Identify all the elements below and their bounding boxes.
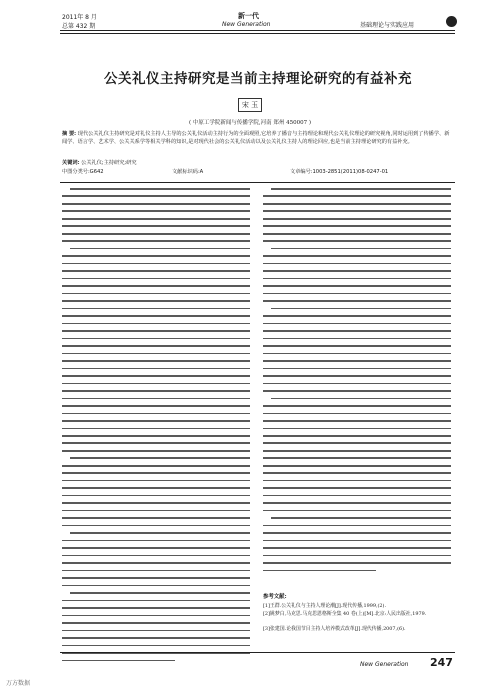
text-line xyxy=(62,495,250,497)
text-line xyxy=(62,405,250,407)
text-line xyxy=(62,390,250,392)
text-line xyxy=(62,210,250,212)
text-line xyxy=(62,645,250,647)
text-line xyxy=(263,532,451,534)
text-line xyxy=(263,457,451,459)
text-line xyxy=(62,562,250,564)
text-line xyxy=(62,420,250,422)
text-line xyxy=(62,345,250,347)
text-line xyxy=(62,555,250,557)
text-line xyxy=(62,615,250,617)
text-line xyxy=(263,278,451,280)
text-line xyxy=(263,255,451,257)
text-line xyxy=(62,480,250,482)
text-line xyxy=(62,487,250,489)
text-line xyxy=(263,270,451,272)
text-line xyxy=(62,525,250,527)
text-line xyxy=(271,188,451,190)
text-line xyxy=(263,570,376,572)
text-line xyxy=(70,532,250,534)
text-line xyxy=(263,450,451,452)
text-line xyxy=(62,600,250,602)
text-line xyxy=(62,270,250,272)
text-line xyxy=(62,502,250,504)
text-line xyxy=(263,225,451,227)
text-line xyxy=(263,442,451,444)
text-line xyxy=(62,510,250,512)
text-line xyxy=(62,398,250,400)
keywords-label: 关键词: xyxy=(62,160,80,166)
text-line xyxy=(263,547,451,549)
text-line xyxy=(263,495,451,497)
text-line xyxy=(62,577,250,579)
text-line xyxy=(62,308,250,310)
text-line xyxy=(62,435,250,437)
text-line xyxy=(70,248,250,250)
text-line xyxy=(263,323,451,325)
abstract-rule xyxy=(60,182,455,183)
text-line xyxy=(263,472,451,474)
text-line xyxy=(62,465,250,467)
text-line xyxy=(62,240,250,242)
text-line xyxy=(263,368,451,370)
text-line xyxy=(62,472,250,474)
text-line xyxy=(263,375,451,377)
text-line xyxy=(62,203,250,205)
text-line xyxy=(62,383,250,385)
text-line xyxy=(62,428,250,430)
issue-date: 2011年 8 月 xyxy=(62,14,97,21)
header-rule xyxy=(60,30,455,31)
text-line xyxy=(62,660,175,662)
text-line xyxy=(263,540,451,542)
text-line xyxy=(263,360,451,362)
text-line xyxy=(263,502,451,504)
reference-item: [1]王群.公关礼仪与主持人理论潮[J].现代传播,1999,(2). xyxy=(263,603,386,609)
document-code: 文献标识码:A xyxy=(172,169,204,175)
text-line xyxy=(62,263,250,265)
text-line xyxy=(62,413,250,415)
text-line xyxy=(62,330,250,332)
text-line xyxy=(263,330,451,332)
section-name: 基础理论与实践应用 xyxy=(360,22,415,29)
text-line xyxy=(62,630,250,632)
references-heading: 参考文献: xyxy=(263,594,287,600)
text-line xyxy=(62,285,250,287)
watermark-text: 万方数据 xyxy=(6,680,31,687)
text-line xyxy=(271,308,451,310)
text-line xyxy=(263,240,451,242)
text-line xyxy=(263,353,451,355)
abstract-text: 现代公关礼仪主持研究是对礼仪主持人主导的公关礼仪活动主持行为的全面观照,它培养了播音与主持理论和现代公关礼仪理论的研究视角,同时运用到了传播学、新闻学、语言学、艺术学、公关关系学等相关学科的知识,是对现代社会的公关礼仪活动以及公关礼仪主持人的理论回应,也是当前主持理论研究的有益补充。 xyxy=(62,131,450,145)
author-affiliation: ( 中原工学院新闻与传播学院,河南 郑州 450007 ) xyxy=(188,120,312,126)
text-line xyxy=(263,555,451,557)
text-line xyxy=(263,525,451,527)
text-line xyxy=(62,570,250,572)
text-line xyxy=(263,383,451,385)
text-line xyxy=(263,480,451,482)
text-line xyxy=(62,517,250,519)
journal-logo-icon xyxy=(446,16,457,27)
text-line xyxy=(263,293,451,295)
text-line xyxy=(263,562,451,564)
text-line xyxy=(271,248,451,250)
text-line xyxy=(271,517,451,519)
text-line xyxy=(263,420,451,422)
footer-journal-name: New Generation xyxy=(360,661,409,668)
text-line xyxy=(62,450,250,452)
text-line xyxy=(62,607,250,609)
text-line xyxy=(62,585,250,587)
journal-name-en: New Generation xyxy=(222,21,271,28)
body-column-right xyxy=(263,188,451,577)
article-title: 公关礼仪主持研究是当前主持理论研究的有益补充 xyxy=(104,71,412,87)
text-line xyxy=(62,195,250,197)
text-line xyxy=(263,210,451,212)
text-line xyxy=(62,547,250,549)
text-line xyxy=(62,315,250,317)
text-line xyxy=(263,300,451,302)
author-name: 宋 玉 xyxy=(238,98,262,112)
text-line xyxy=(70,592,250,594)
text-line xyxy=(62,338,250,340)
text-line xyxy=(70,457,250,459)
text-line xyxy=(263,345,451,347)
text-line xyxy=(263,465,451,467)
text-line xyxy=(62,255,250,257)
abstract-label: 摘 要: xyxy=(62,131,77,137)
text-line xyxy=(263,233,451,235)
text-line xyxy=(263,510,451,512)
text-line xyxy=(62,323,250,325)
text-line xyxy=(62,278,250,280)
text-line xyxy=(62,218,250,220)
text-line xyxy=(263,413,451,415)
header-rule-thin xyxy=(60,33,455,34)
reference-item: [3]张建国.论我国节目主持人培养模式改革[J].现代传播,2007,(6). xyxy=(263,626,406,632)
text-line xyxy=(263,218,451,220)
text-line xyxy=(263,435,451,437)
text-line xyxy=(263,428,451,430)
text-line xyxy=(62,293,250,295)
text-line xyxy=(62,368,250,370)
text-line xyxy=(263,285,451,287)
text-line xyxy=(62,540,250,542)
text-line xyxy=(62,375,250,377)
text-line xyxy=(62,622,250,624)
text-line xyxy=(62,300,250,302)
text-line xyxy=(62,360,250,362)
text-line xyxy=(263,390,451,392)
text-line xyxy=(62,637,250,639)
text-line xyxy=(263,315,451,317)
text-line xyxy=(62,442,250,444)
journal-name-cn: 新一代 xyxy=(238,12,259,20)
abstract xyxy=(62,130,454,146)
reference-item: [2]姚梦白,马克思.马克思恩格斯全集 40 卷(上)[M].北京:人民出版社,1979. xyxy=(263,611,427,617)
article-number: 文章编号:1003-2851(2011)08-0247-01 xyxy=(290,169,389,175)
page-number: 247 xyxy=(430,656,453,669)
issue-number: 总第 432 期 xyxy=(62,23,96,30)
text-line xyxy=(271,398,451,400)
text-line xyxy=(263,195,451,197)
text-line xyxy=(62,353,250,355)
text-line xyxy=(263,263,451,265)
text-line xyxy=(263,338,451,340)
text-line xyxy=(263,487,451,489)
footer-rule xyxy=(60,652,455,653)
text-line xyxy=(62,233,250,235)
text-line xyxy=(70,188,250,190)
keywords xyxy=(62,159,454,166)
text-line xyxy=(263,203,451,205)
text-line xyxy=(62,225,250,227)
keywords-text: 公关礼仪;主持研究;研究 xyxy=(81,160,137,166)
body-column-left xyxy=(62,188,250,667)
clc-number: 中图分类号:G642 xyxy=(62,169,104,175)
text-line xyxy=(263,405,451,407)
